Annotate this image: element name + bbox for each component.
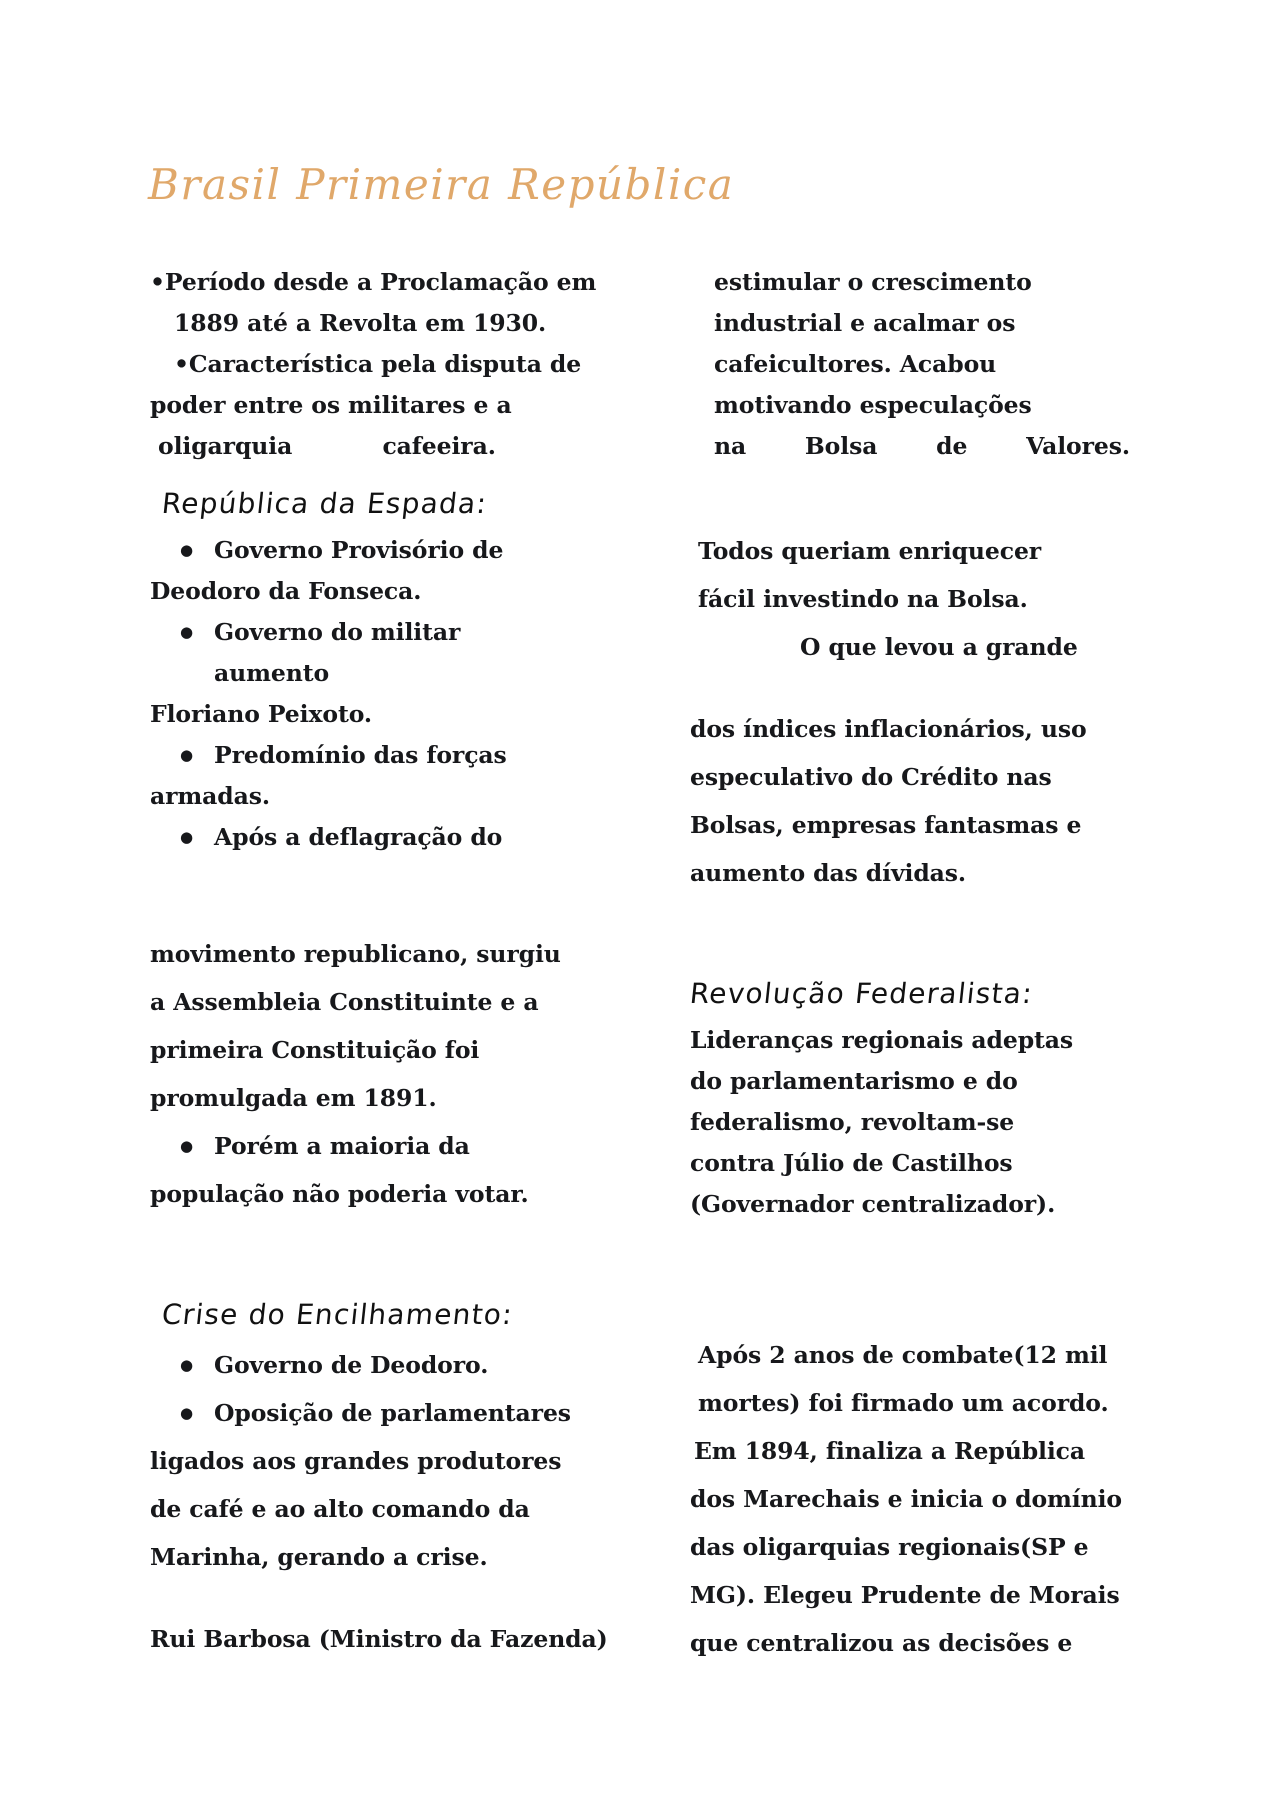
list-item-cont: armadas. <box>150 782 270 810</box>
list-item: ●Após a deflagração do <box>150 817 620 858</box>
intro-line-5-a: oligarquia <box>158 432 293 460</box>
right-p2-line-1: Todos queriam enriquecer <box>698 537 1042 565</box>
right-p4-line-1: Lideranças regionais adeptas <box>690 1026 1074 1054</box>
list-item-cont: ligados aos grandes produtores <box>150 1447 562 1475</box>
right-p1-line-3: cafeicultores. Acabou <box>714 350 997 378</box>
right-p3-line-1: dos índices inflacionários, uso <box>690 715 1087 743</box>
intro-line-4: poder entre os militares e a <box>150 391 512 419</box>
right-p4-line-5: (Governador centralizador). <box>690 1190 1056 1218</box>
list-item-cont: Marinha, gerando a crise. <box>150 1543 488 1571</box>
right-p5-line-4: dos Marechais e inicia o domínio <box>690 1485 1123 1513</box>
list-item-cont: população não poderia votar. <box>150 1180 529 1208</box>
right-p1-line-5: na Bolsa de Valores. <box>714 432 1130 460</box>
list-item-cont: aumento <box>214 659 330 687</box>
right-p4-line-4: contra Júlio de Castilhos <box>690 1149 1013 1177</box>
heading-republica-da-espada-text: República da Espada: <box>160 487 489 520</box>
right-p5-line-7: que centralizou as decisões e <box>690 1629 1073 1657</box>
right-p5-line-1: Após 2 anos de combate(12 mil <box>698 1341 1108 1369</box>
right-paragraph-5 <box>690 1331 1130 1667</box>
heading-republica-da-espada <box>162 487 620 520</box>
right-p3-line-4: aumento das dívidas. <box>690 859 967 887</box>
bullet-dot-icon <box>180 735 214 776</box>
right-paragraph-3 <box>690 705 1130 897</box>
bullet-dot-icon <box>180 817 214 858</box>
list-item-cont: Floriano Peixoto. <box>150 700 372 728</box>
republica-espada-items <box>150 530 620 858</box>
right-p2-line-2: fácil investindo na Bolsa. <box>698 585 1028 613</box>
crise-items <box>150 1341 620 1581</box>
intro-line-3: •Característica pela disputa de <box>174 350 582 378</box>
right-column <box>690 262 1130 1667</box>
rui-barbosa-line: Rui Barbosa (Ministro da Fazenda) <box>150 1625 608 1653</box>
bullet-dot-icon <box>180 612 214 653</box>
list-item: ●Governo de Deodoro. <box>150 1341 620 1389</box>
list-item: ●Governo Provisório de <box>150 530 620 571</box>
list-item-cont: Deodoro da Fonseca. <box>150 577 422 605</box>
right-p5-line-6: MG). Elegeu Prudente de Morais <box>690 1581 1120 1609</box>
right-p5-line-3: Em 1894, finaliza a República <box>694 1437 1086 1465</box>
bullet-dot-icon <box>180 1341 214 1389</box>
page-title: Brasil Primeira República <box>148 160 735 209</box>
right-p1-line-1: estimular o crescimento <box>714 268 1032 296</box>
heading-revolucao-federalista <box>690 977 1130 1010</box>
list-item-cont: de café e ao alto comando da <box>150 1495 530 1523</box>
heading-revolucao-federalista-text: Revolução Federalista: <box>688 977 1035 1010</box>
right-p5-line-2: mortes) foi firmado um acordo. <box>698 1389 1109 1417</box>
list-item: ●Oposição de parlamentares <box>150 1389 620 1437</box>
heading-crise-encilhamento <box>162 1298 620 1331</box>
right-p3-line-2: especulativo do Crédito nas <box>690 763 1052 791</box>
right-paragraph-4 <box>690 1020 1130 1225</box>
heading-crise-encilhamento-text: Crise do Encilhamento: <box>160 1298 515 1331</box>
paragraph-2-line-2: a Assembleia Constituinte e a <box>150 988 539 1016</box>
paragraph-2-line-4: promulgada em 1891. <box>150 1084 437 1112</box>
right-p5-line-5: das oligarquias regionais(SP e <box>690 1533 1089 1561</box>
bullet-dot-icon <box>180 1389 214 1437</box>
left-column <box>150 262 620 1663</box>
bullet-dot-icon <box>180 530 214 571</box>
intro-line-2: 1889 até a Revolta em 1930. <box>174 309 547 337</box>
right-p3-line-3: Bolsas, empresas fantasmas e <box>690 811 1082 839</box>
right-p2-line-3: O que levou a grande <box>800 633 1078 661</box>
right-p4-line-2: do parlamentarismo e do <box>690 1067 1018 1095</box>
right-paragraph-2 <box>690 527 1130 671</box>
right-p1-line-4: motivando especulações <box>714 391 1032 419</box>
intro-block <box>150 262 620 467</box>
paragraph-2-block <box>150 930 620 1218</box>
list-item: ●Porém a maioria da <box>150 1122 620 1170</box>
right-paragraph-1 <box>690 262 1130 467</box>
right-p1-line-2: industrial e acalmar os <box>714 309 1016 337</box>
intro-line-1: •Período desde a Proclamação em <box>150 268 597 296</box>
right-p4-line-3: federalismo, revoltam-se <box>690 1108 1015 1136</box>
paragraph-2-line-1: movimento republicano, surgiu <box>150 940 561 968</box>
intro-line-5-b: cafeeira. <box>382 432 496 460</box>
bullet-dot-icon <box>180 1122 214 1170</box>
intro-line-5 <box>150 426 620 467</box>
list-item: ●Predomínio das forças <box>150 735 620 776</box>
list-item: ●Governo do militar <box>150 612 620 653</box>
paragraph-2-line-3: primeira Constituição foi <box>150 1036 480 1064</box>
